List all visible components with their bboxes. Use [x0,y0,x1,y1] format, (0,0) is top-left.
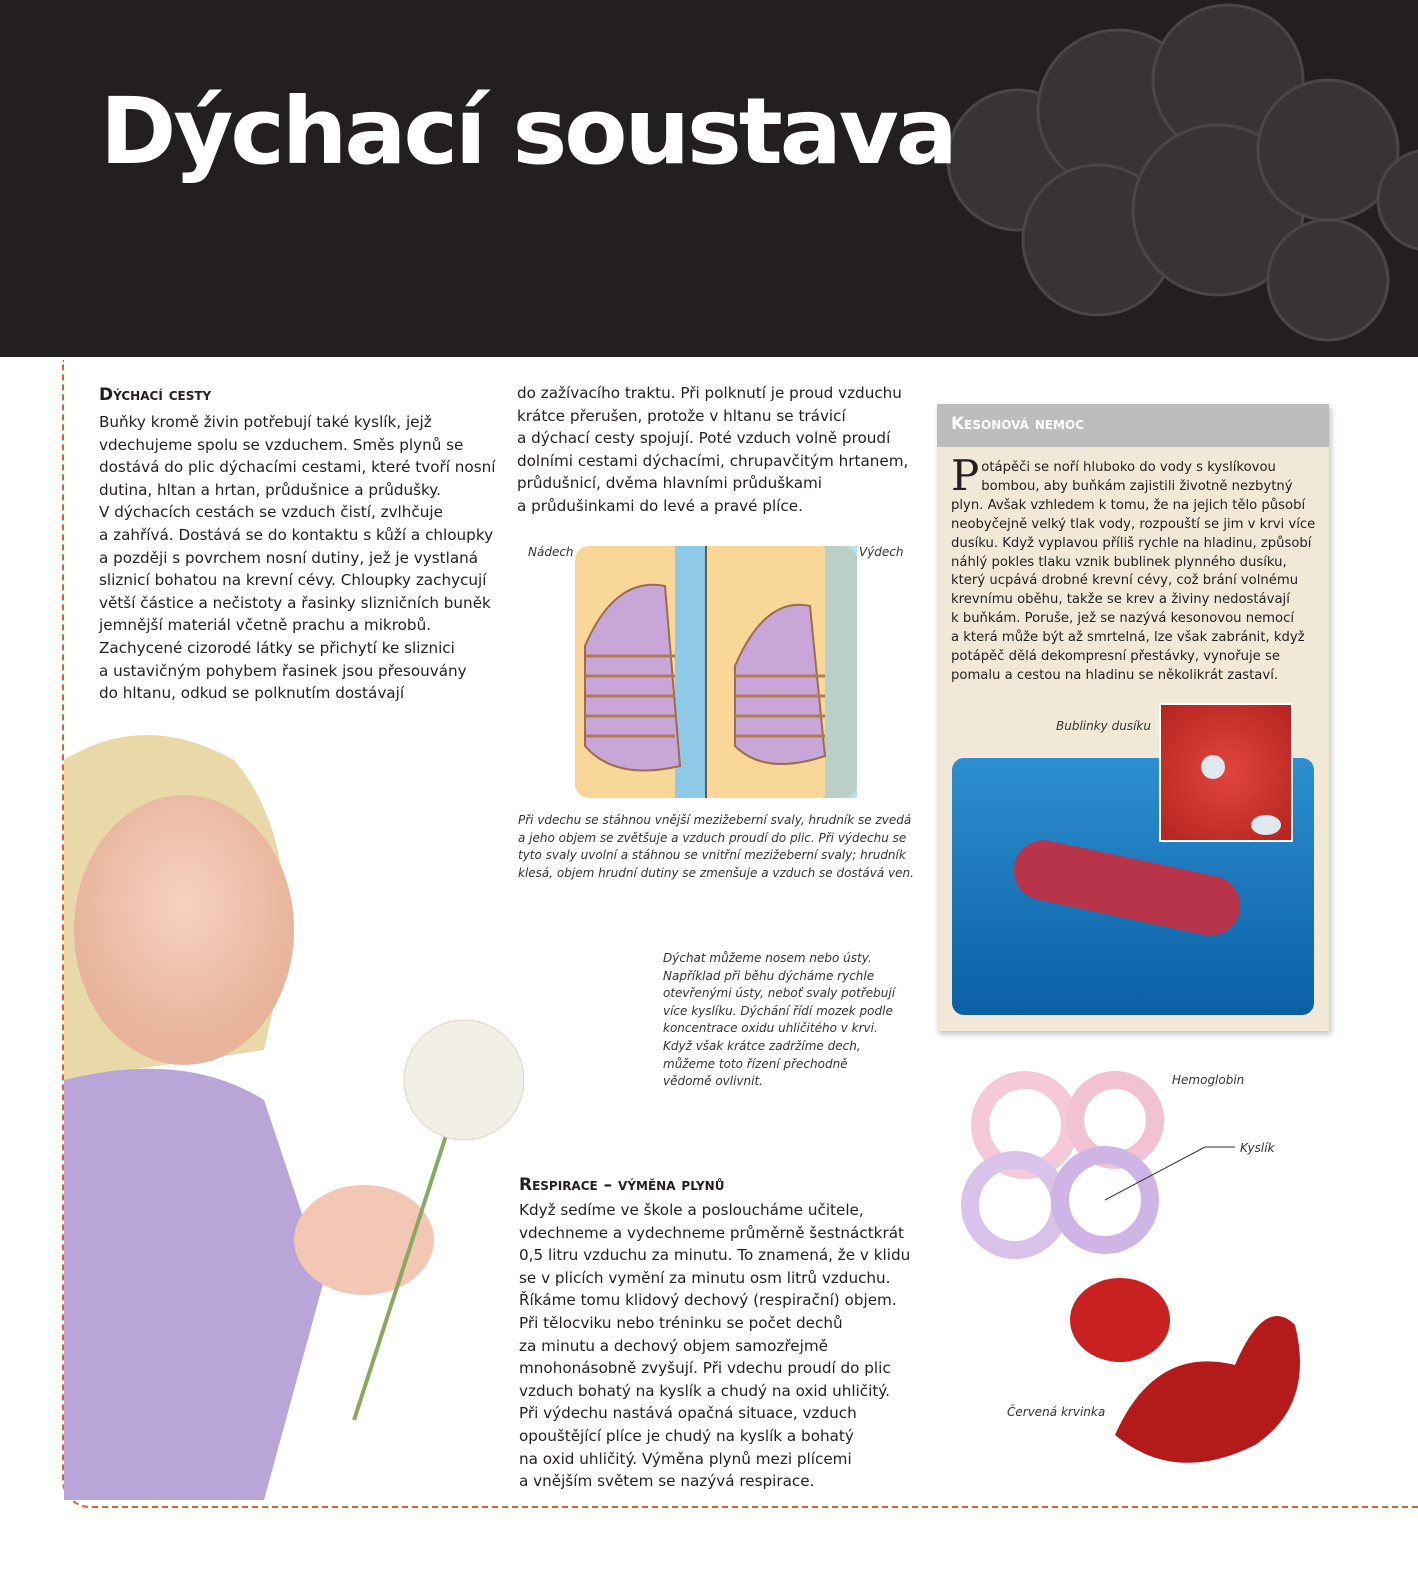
nitrogen-bubbles-image [1159,703,1293,842]
label-exhale: Výdech [859,545,904,559]
box-heading: Kesonová nemoc [937,404,1329,447]
airways-text-continued: do zažívacího traktu. Při polknutí je proud vzduchu krátce přerušen, protože v hltanu se trávicí a dýchací cesty spojují. Poté vzduch volně proudí dolními cestami dýchacími, chrupavčitým hrtanem, průdušnicí, dvěma hlavními průduškami a průdušinkami do levé a pravé plíce. [517,384,909,515]
label-hemoglobin: Hemoglobin [1172,1073,1245,1087]
lungs-caption: Při vdechu se stáhnou vnější mezižeberní svaly, hrudník se zvedá a jeho objem se zvětšuje a vzduch proudí do plic. Při výdechu se tyto svaly uvolní a stáhnou se vnitřní mezižeberní svaly; hrudník klesá, objem hrudní dutiny se zmenšuje a vzduch se dostává ven. [518,813,914,880]
airways-text: Buňky kromě živin potřebují také kyslík, jejž vdechujeme spolu se vzduchem. Směs plynů se dostává do plic dýchacími cestami, které tvoří nosní dutina, hltan a hrtan, průdušnice a průdušky. V dýchacích cestách se vzduch čistí, zvlhčuje a zahřívá. Dostává se do kontaktu s kůží a chloupky a později s povrchem nosní dutiny, jež je vystlaná sliznicí bohatou na krevní cévy. Chloupky zachycují větší částice a nečistoty a řasinky slizničních buněk jemnější materiál včetně prachu a mikrobů. Zachycené cizorodé látky se přichytí ke sliznici a ustavičným pohybem řasinek jsou přesouvány do hltanu, odkud se polknutím dostávají [99,413,496,703]
hemoglobin-and-red-blood-cell-image [955,1065,1315,1475]
child-blowing-dandelion-image [64,720,524,1500]
decompression-sickness-box [937,404,1329,1031]
box-body: otápěči se noří hluboko do vody s kyslíkovou bombou, aby buňkám zajistili životně nezbytný plyn. Avšak vzhledem k tomu, že na jejich tělo působí neobyčejně velký tlak vody, rozpouští se jim v krvi více dusíku. Když vyplavou příliš rychle na hladinu, způsobí náhlý pokles tlaku vznik bublinek plynného dusíku, který ucpává drobné krevní cévy, což brání volnému krevnímu oběhu, takže se krev a živiny nedostávají k buňkám. Poruše, jež se nazývá kesonovou nemocí a která může být až smrtelná, lze však zabránit, když potápěč dělá dekompresní přestávky, vynořuje se pomalu a cestou na hladinu se několikrát zastaví. [951,460,1316,683]
page-header [0,0,1418,357]
label-inhale: Nádech [528,545,574,559]
label-nitrogen-bubbles: Bublinky dusíku [1056,719,1151,733]
page-title: Dýchací soustava [100,78,955,185]
section-heading-respiration: Respirace – výměna plynů [519,1175,725,1195]
breathing-caption: Dýchat můžeme nosem nebo ústy. Například při běhu dýcháme rychle otevřenými ústy, neboť svaly potřebují více kyslíku. Dýchání řídí mozek podle koncentrace oxidu uhličitého v krvi. Když však krátce zadržíme dech, můžeme toto řízení přechodně vědomě ovlivnit. [663,951,896,1089]
section-heading-airways: Dýchací cesty [99,385,212,405]
box-text [951,451,1316,686]
alveoli-illustration [898,0,1418,357]
label-red-blood-cell: Červená krvinka [1007,1405,1106,1419]
drop-cap: P [951,451,980,500]
label-oxygen: Kyslík [1240,1141,1275,1155]
respiration-text: Když sedíme ve škole a posloucháme učitele, vdechneme a vydechneme průměrně šestnáctkrát 0,5 litru vzduchu za minutu. To znamená, že v klidu se v plicích vymění za minutu osm litrů vzduchu. Říkáme tomu klidový dechový (respirační) objem. Při tělocviku nebo tréninku se počet dechů za minutu a dechový objem samozřejmě mnohonásobně zvyšují. Při vdechu proudí do plic vzduch bohatý na kyslík a chudý na oxid uhličitý. Při výdechu nastává opačná situace, vzduch opouštějící plíce je chudý na kyslík a bohatý na oxid uhličitý. Výměna plynů mezi plícemi a vnějším světem se nazývá respirace. [519,1201,911,1491]
lungs-diagram [575,546,857,798]
